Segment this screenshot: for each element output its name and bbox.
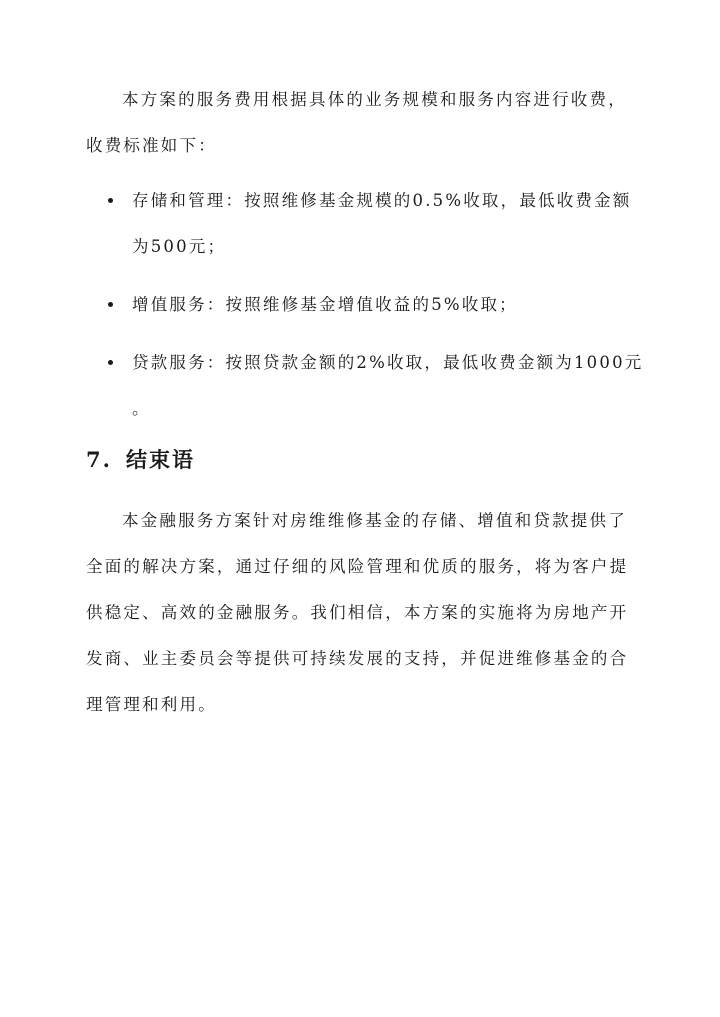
conclusion-line-4: 发商、业主委员会等提供可持续发展的支持，并促进维修基金的合 — [86, 649, 629, 668]
fee-item-line: 为500元； — [132, 237, 227, 256]
bullet-dot-icon — [108, 198, 113, 203]
bullet-dot-icon — [108, 302, 113, 307]
fee-item-value-added — [86, 282, 646, 328]
fee-item-line: 存储和管理：按照维修基金规模的0.5%收取，最低收费金额 — [132, 191, 632, 210]
conclusion-line-5: 理管理和利用。 — [86, 695, 217, 714]
conclusion-paragraph — [86, 498, 634, 728]
fee-item-loan — [86, 340, 646, 432]
bullet-dot-icon — [108, 360, 113, 365]
fee-item-line: 增值服务：按照维修基金增值收益的5%收取； — [132, 295, 518, 314]
intro-paragraph — [86, 77, 634, 169]
intro-line-2: 收费标准如下： — [86, 136, 217, 155]
intro-line-1: 本方案的服务费用根据具体的业务规模和服务内容进行收费， — [122, 90, 627, 109]
fee-item-line: 贷款服务：按照贷款金额的2%收取，最低收费金额为1000元 — [132, 353, 644, 372]
fee-list — [86, 178, 646, 444]
conclusion-line-2: 全面的解决方案，通过仔细的风险管理和优质的服务，将为客户提 — [86, 557, 629, 576]
section-title: 结束语 — [126, 447, 195, 472]
conclusion-line-1: 本金融服务方案针对房维维修基金的存储、增值和贷款提供了 — [122, 511, 627, 530]
fee-item-storage — [86, 178, 646, 270]
conclusion-line-3: 供稳定、高效的金融服务。我们相信，本方案的实施将为房地产开 — [86, 603, 629, 622]
fee-item-line: 。 — [132, 399, 151, 418]
section-number: 7. — [86, 447, 112, 472]
section-heading — [86, 440, 195, 480]
